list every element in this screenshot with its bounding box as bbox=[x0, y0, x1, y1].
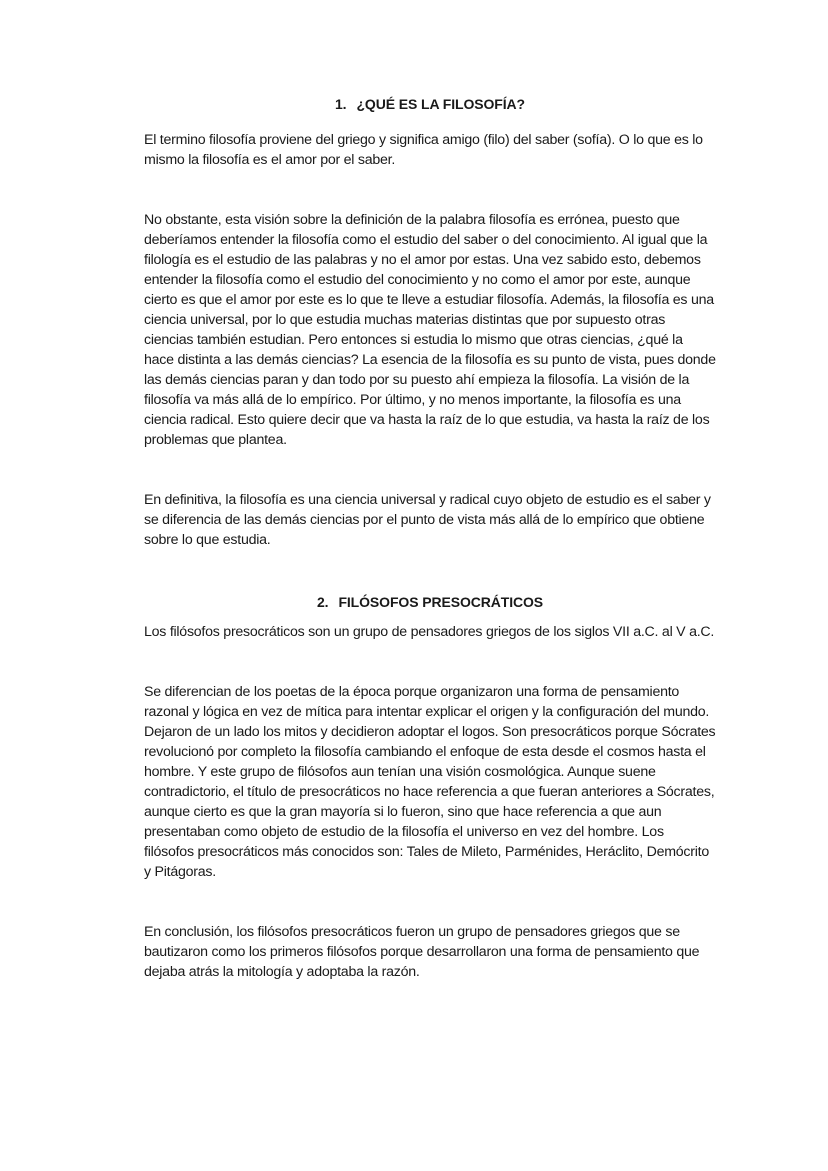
section-2-paragraph-1: Los filósofos presocráticos son un grupo de pensadores griegos de los siglos VII a.C. al V a.C. bbox=[144, 624, 715, 640]
section-2-heading bbox=[144, 592, 716, 612]
section-1-paragraph-1: El termino filosofía proviene del griego y significa amigo (filo) del saber (sofía). O lo que es lo mismo la filosofía es el amor por el saber. bbox=[144, 132, 703, 168]
section-2-paragraph-2: Se diferencian de los poetas de la época porque organizaron una forma de pensamiento razonal y lógica en vez de mítica para intentar explicar el origen y la configuración del mundo. Dejaron de un lado los mitos y decidieron adoptar el logos. Son presocráticos porque Sócrates revolucionó por completo la filosofía cambiando el enfoque de esta desde el cosmos hasta el hombre. Y este grupo de filósofos aun tenían una visión cosmológica. Aunque suene contradictorio, el título de presocráticos no hace referencia a que fueran anteriores a Sócrates, aunque cierto es que la gran mayoría si lo fueron, sino que hace referencia a que aun presentaban como objeto de estudio de la filosofía el universo en vez del hombre. Los filósofos presocráticos más conocidos son: Tales de Mileto, Parménides, Heráclito, Demócrito y Pitágoras. bbox=[144, 684, 716, 880]
section-1-paragraph-2: No obstante, esta visión sobre la definición de la palabra filosofía es errónea, puesto que deberíamos entender la filosofía como el estudio del saber o del conocimiento. Al igual que la filología es el estudio de las palabras y no el amor por estas. Una vez sabido esto, debemos entender la filosofía como el estudio del conocimiento y no como el amor por este, aunque cierto es que el amor por este es lo que te lleve a estudiar filosofía. Además, la filosofía es una ciencia universal, por lo que estudia muchas materias distintas que por supuesto otras ciencias también estudian. Pero entonces si estudia lo mismo que otras ciencias, ¿qué la hace distinta a las demás ciencias? La esencia de la filosofía es su punto de vista, pues donde las demás ciencias paran y dan todo por su puesto ahí empieza la filosofía. La visión de la filosofía va más allá de lo empírico. Por último, y no menos importante, la filosofía es una ciencia radical. Esto quiere decir que va hasta la raíz de lo que estudia, va hasta la raíz de los problemas que plantea. bbox=[144, 212, 716, 448]
section-1-heading bbox=[144, 94, 716, 114]
section-2-title: FILÓSOFOS PRESOCRÁTICOS bbox=[338, 594, 544, 610]
section-1-number: 1. bbox=[335, 96, 347, 112]
section-2-paragraph-3: En conclusión, los filósofos presocráticos fueron un grupo de pensadores griegos que se bautizaron como los primeros filósofos porque desarrollaron una forma de pensamiento que dejaba atrás la mitología y adoptaba la razón. bbox=[144, 924, 700, 980]
section-2-number: 2. bbox=[316, 594, 329, 610]
document-body bbox=[144, 94, 716, 982]
section-1-paragraph-3: En definitiva, la filosofía es una ciencia universal y radical cuyo objeto de estudio es el saber y se diferencia de las demás ciencias por el punto de vista más allá de lo empírico que obtiene sobre lo que estudia. bbox=[144, 492, 711, 548]
section-1-title: ¿QUÉ ES LA FILOSOFÍA? bbox=[356, 96, 525, 112]
